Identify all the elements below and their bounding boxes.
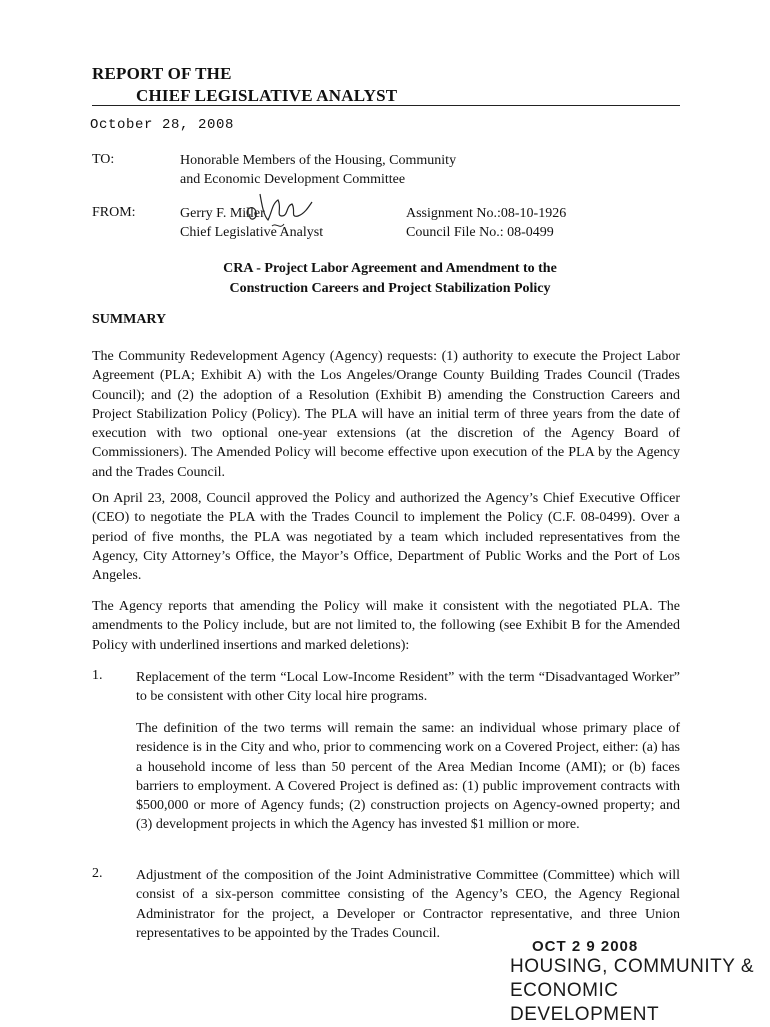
summary-heading: SUMMARY — [92, 312, 167, 327]
subject-line2: Construction Careers and Project Stabilization Policy — [229, 281, 551, 296]
to-label: TO: — [92, 152, 115, 167]
handwritten-signature — [242, 186, 322, 234]
to-recipient — [180, 151, 456, 189]
assignment-number: Assignment No.:08-10-1926 — [406, 206, 567, 221]
list-item-text: Replacement of the term “Local Low-Income Resident” with the term “Disadvantaged Worker” to be consistent with other City local hire programs. — [136, 670, 680, 705]
stamp-date: OCT 2 9 2008 — [532, 938, 639, 955]
summary-paragraph-3: The Agency reports that amending the Policy will make it consistent with the negotiated PLA. The amendments to the Policy include, but are not limited to, the following (see Exhibit B for the Amended Policy with underlined insertions and marked deletions): — [92, 599, 680, 653]
to-line1: Honorable Members of the Housing, Community — [180, 153, 457, 168]
report-header-line1: REPORT OF THE — [92, 64, 232, 83]
from-title: Chief Legislative Analyst — [180, 225, 324, 240]
header-rule — [92, 105, 680, 106]
subject-line1: CRA - Project Labor Agreement and Amendment to the — [223, 261, 557, 276]
report-date: October 28, 2008 — [90, 117, 235, 133]
from-label: FROM: — [92, 205, 136, 220]
report-header-line2: CHIEF LEGISLATIVE ANALYST — [136, 86, 398, 105]
file-references — [406, 204, 566, 242]
to-line2: and Economic Development Committee — [180, 172, 406, 187]
received-stamp — [510, 938, 770, 1027]
summary-paragraph-1: The Community Redevelopment Agency (Agency) requests: (1) authority to execute the Project Labor Agreement (PLA; Exhibit A) with the Los Angeles/Orange County Building Trades Council (Trades Council); and (2) the adoption of a Resolution (Exhibit B) amending the Construction Careers and Project Stabilization Policy (Policy). The PLA will have an initial term of three years from the date of execution with two optional one-year extensions (at the discretion of the Agency Board of Commissioners). The Amended Policy will become effective upon execution of the PLA by the Agency and the Trades Council. — [92, 349, 680, 480]
list-item-detail: The definition of the two terms will remain the same: an individual whose primary place of residence is in the City and who, prior to commencing work on a Covered Project, either: (a) has a household income of less than 50 percent of the Area Median Income (AMI); or (b) faces barriers to employment. A Covered Project is defined as: (1) public improvement contracts with $500,000 or more of Agency funds; (2) construction projects on Agency-owned property; and (3) development projects in which the Agency has invested $1 million or more. — [136, 721, 680, 833]
council-file-number: Council File No.: 08-0499 — [406, 225, 554, 240]
list-item-text: Adjustment of the composition of the Joint Administrative Committee (Committee) which will consist of a six-person committee consisting of the Agency’s CEO, the Agency Regional Administrator for the project, a Developer or Contractor representative, and three Union representatives to be appointed by the Trades Council. — [136, 868, 680, 941]
list-item-number: 2. — [92, 866, 103, 881]
subject-heading — [140, 259, 640, 299]
list-item-number: 1. — [92, 668, 103, 683]
from-name: Gerry F. Miller — [180, 206, 265, 221]
stamp-line2: ECONOMIC DEVELOPMENT — [510, 980, 660, 1025]
stamp-line1: HOUSING, COMMUNITY & — [510, 956, 754, 977]
summary-paragraph-2: On April 23, 2008, Council approved the Policy and authorized the Agency’s Chief Executive Officer (CEO) to negotiate the PLA with the Trades Council to implement the Policy (C.F. 08-0499). Over a period of five months, the PLA was negotiated by a team which included representatives from the Agency, City Attorney’s Office, the Mayor’s Office, Department of Public Works and the Port of Los Angeles. — [92, 491, 680, 584]
